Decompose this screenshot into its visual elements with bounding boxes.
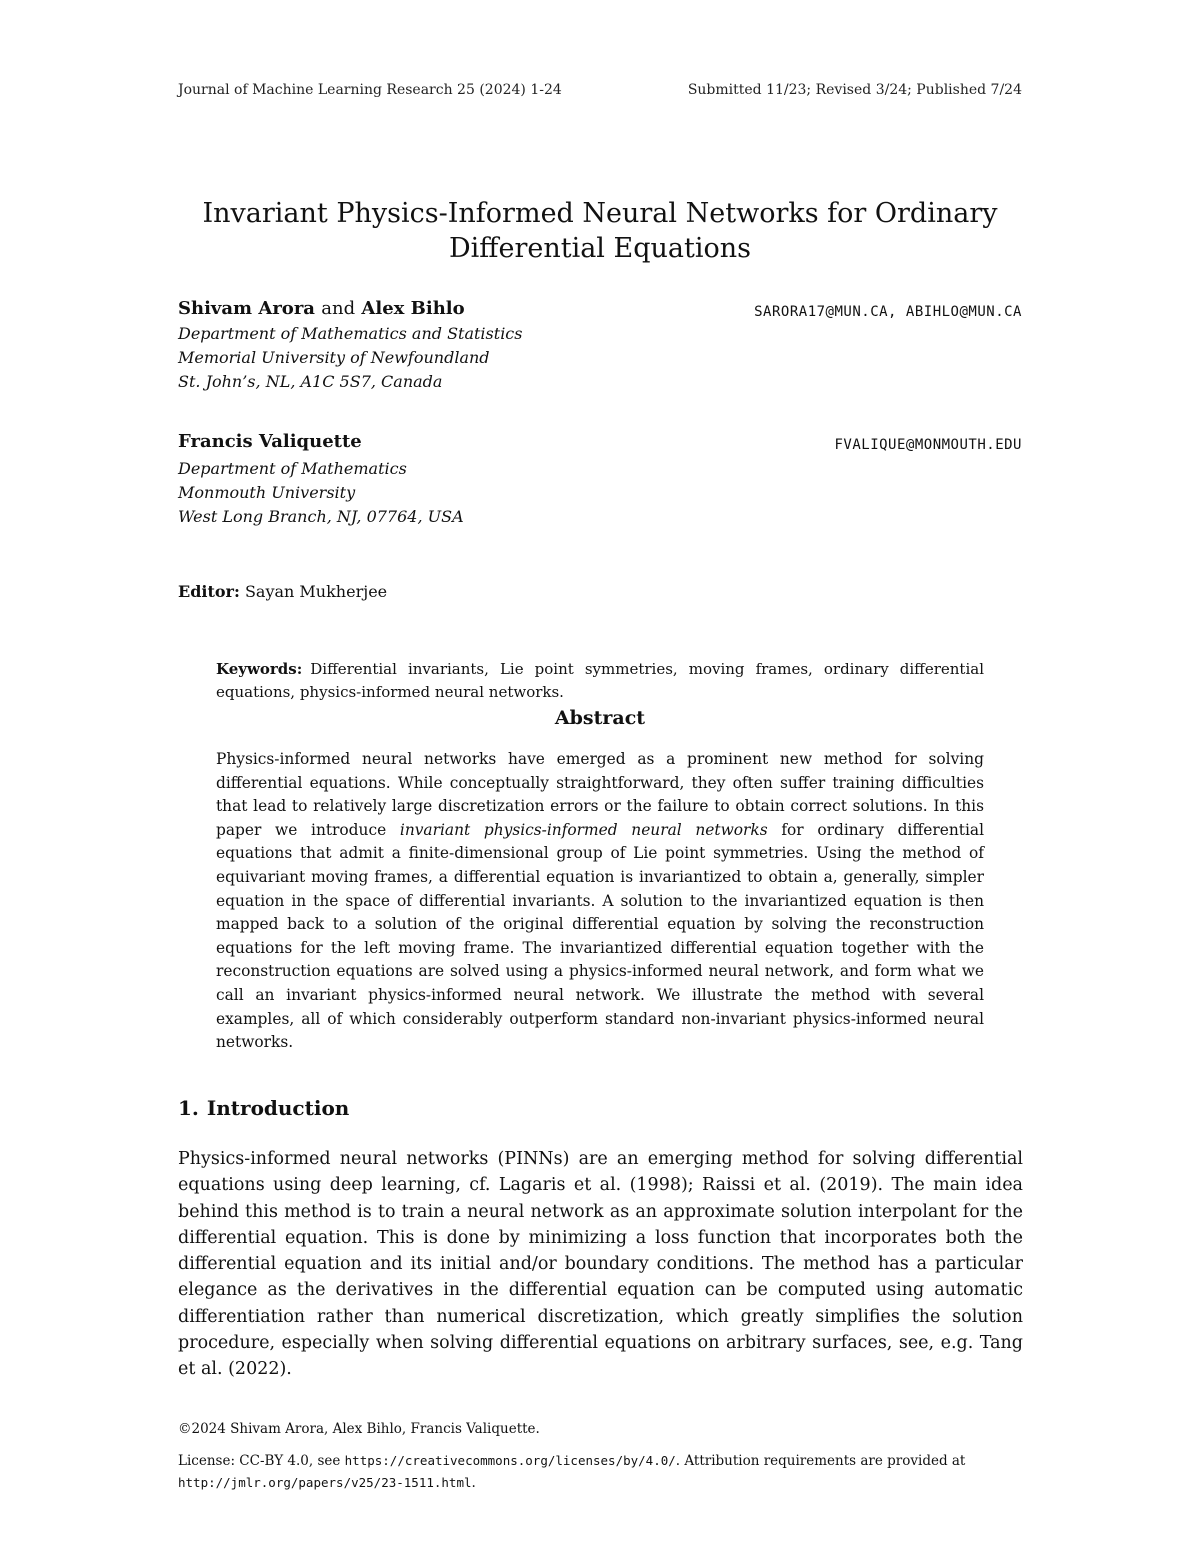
abstract-text: Physics-informed neural networks have emerged as a prominent new method for solving differential equations. While conceptually straightforward, they often suffer training difficulties that lead to relatively large discretization errors or the failure to obtain correct solutions. In this paper we introduce	[216, 750, 984, 839]
section-heading	[178, 1096, 357, 1120]
keywords-label: Keywords:	[216, 660, 303, 678]
intro-paragraph: Physics-informed neural networks (PINNs) are an emerging method for solving differential equations using deep learning, cf. Lagaris et al. (1998); Raissi et al. (2019). The main idea behind this method is to train a neural network as an approximate solution interpolant for the differential equation. This is done by minimizing a loss function that incorporates both the differential equation and its initial and/or boundary conditions. The method has a particular elegance as the derivatives in the differential equation can be computed using automatic differentiation rather than numerical discretization, which greatly simplifies the solution procedure, especially when solving differential equations on arbitrary surfaces, see, e.g. Tang et al. (2022).	[178, 1149, 1023, 1380]
affiliation-line: Memorial University of Newfoundland	[178, 348, 490, 367]
abstract-text: for ordinary differential equations that admit a finite-dimensional group of Lie point symmetries. Using the method of equivariant moving frames, a differential equation is invariantized to obtain a, generally, simpler equation in the space of differential invariants. A solution to the invariantized equation is then mapped back to a solution of the original differential equation by solving the reconstruction equations for the left moving frame. The invariantized differential equation together with the reconstruction equations are solved using a physics-informed neural network, and form what we call an invariant physics-informed neural network. We illustrate the method with several examples, all of which considerably outperform standard non-invariant physics-informed neural networks.	[216, 820, 984, 1052]
editor-name: Sayan Mukherjee	[244, 582, 388, 601]
license-notice	[178, 1450, 1023, 1494]
author-names-1	[178, 298, 465, 319]
keywords	[216, 658, 984, 704]
editor-line	[178, 582, 387, 601]
affiliation-1	[178, 322, 522, 394]
submission-dates: Submitted 11/23; Revised 3/24; Published 7/24	[687, 82, 1022, 98]
paper-title: Invariant Physics-Informed Neural Networks for Ordinary Differential Equations	[202, 198, 998, 264]
attribution-link[interactable]: http://jmlr.org/papers/v25/23-1511.html	[178, 1475, 472, 1490]
license-end: .	[471, 1475, 476, 1491]
affiliation-line: Department of Mathematics	[178, 459, 407, 478]
author-email-2[interactable]: FVALIQUE@MONMOUTH.EDU	[834, 437, 1022, 453]
license-mid: . Attribution requirements are provided at	[675, 1453, 966, 1469]
affiliation-line: Monmouth University	[178, 483, 356, 502]
editor-label: Editor:	[178, 582, 240, 601]
affiliation-line: West Long Branch, NJ, 07764, USA	[178, 507, 464, 526]
author-francis-valiquette: Francis Valiquette	[178, 431, 362, 452]
journal-header: Journal of Machine Learning Research 25 (2024) 1-24	[178, 82, 562, 98]
section-title: Introduction	[206, 1096, 350, 1120]
section-number: 1.	[178, 1096, 199, 1120]
affiliation-line: St. John’s, NL, A1C 5S7, Canada	[178, 372, 443, 391]
affiliation-2	[178, 457, 464, 529]
author-email-1[interactable]: SARORA17@MUN.CA, ABIHLO@MUN.CA	[754, 304, 1022, 320]
license-prefix: License: CC-BY 4.0, see	[178, 1453, 341, 1469]
abstract-emphasis: invariant physics-informed neural networks	[399, 820, 768, 839]
abstract-title: Abstract	[554, 707, 646, 729]
affiliation-line: Department of Mathematics and Statistics	[178, 324, 523, 343]
license-link[interactable]: https://creativecommons.org/licenses/by/4.0/	[344, 1453, 676, 1468]
abstract-body	[216, 748, 984, 1055]
author-shivam-arora: Shivam Arora	[178, 298, 315, 319]
author-alex-bihlo: Alex Bihlo	[361, 298, 465, 319]
keywords-text: Differential invariants, Lie point symmetries, moving frames, ordinary differential equations, physics-informed neural networks.	[216, 660, 984, 701]
copyright-notice: ©2024 Shivam Arora, Alex Bihlo, Francis Valiquette.	[178, 1421, 540, 1437]
author-joiner: and	[321, 298, 356, 319]
